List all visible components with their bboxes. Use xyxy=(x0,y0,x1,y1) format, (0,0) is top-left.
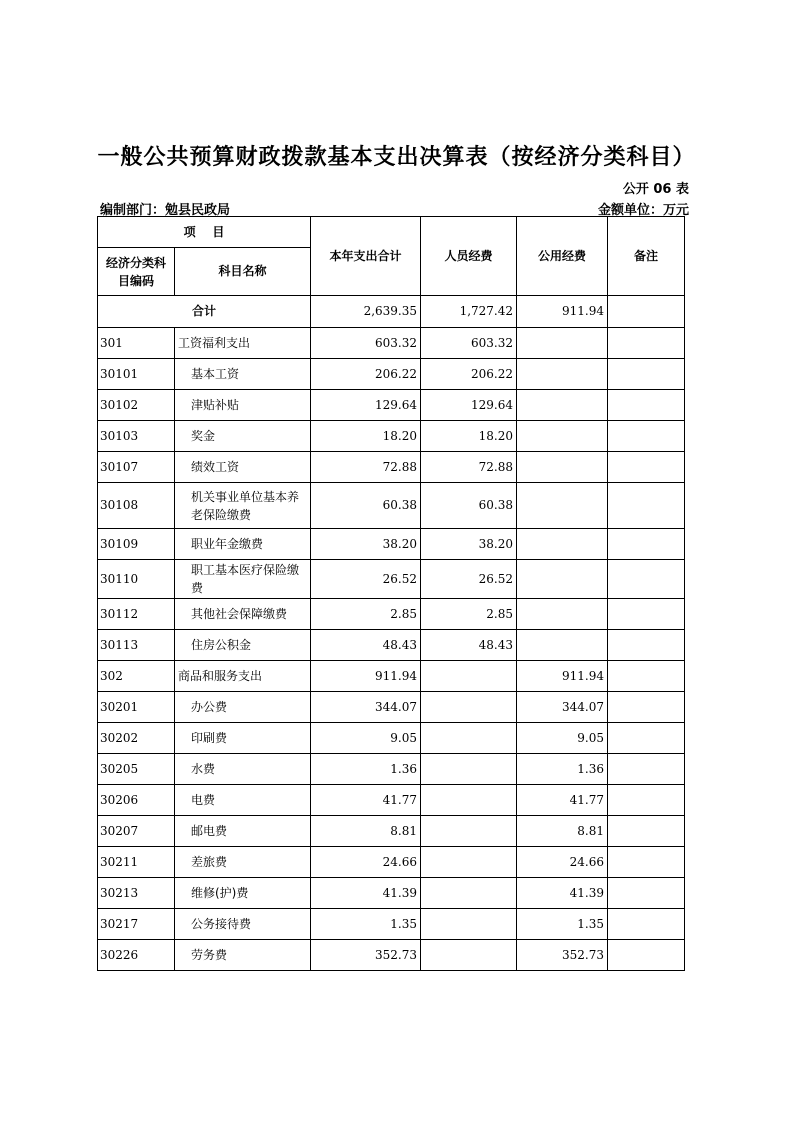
row-name: 津贴补贴 xyxy=(175,390,311,421)
row-remark xyxy=(608,754,685,785)
row-remark xyxy=(608,940,685,971)
total-label: 合计 xyxy=(98,296,311,328)
table-row xyxy=(98,529,685,560)
row-public xyxy=(517,560,608,599)
row-personnel xyxy=(421,754,517,785)
row-personnel: 26.52 xyxy=(421,560,517,599)
row-total: 72.88 xyxy=(311,452,421,483)
table-row xyxy=(98,630,685,661)
row-total: 24.66 xyxy=(311,847,421,878)
header-total: 本年支出合计 xyxy=(311,217,421,296)
row-personnel xyxy=(421,940,517,971)
row-remark xyxy=(608,421,685,452)
row-code: 30101 xyxy=(98,359,175,390)
row-public xyxy=(517,359,608,390)
page-title: 一般公共预算财政拨款基本支出决算表（按经济分类科目） xyxy=(97,145,696,170)
row-name: 公务接待费 xyxy=(175,909,311,940)
row-code: 30108 xyxy=(98,483,175,529)
row-personnel xyxy=(421,909,517,940)
row-remark xyxy=(608,816,685,847)
row-remark xyxy=(608,390,685,421)
header-personnel: 人员经费 xyxy=(421,217,517,296)
row-public: 41.77 xyxy=(517,785,608,816)
row-total: 41.77 xyxy=(311,785,421,816)
row-code: 30226 xyxy=(98,940,175,971)
department-label: 编制部门：勉县民政局 xyxy=(100,203,231,218)
row-name: 奖金 xyxy=(175,421,311,452)
row-personnel: 206.22 xyxy=(421,359,517,390)
row-code: 30213 xyxy=(98,878,175,909)
row-code: 30205 xyxy=(98,754,175,785)
row-remark xyxy=(608,692,685,723)
row-total: 344.07 xyxy=(311,692,421,723)
row-public: 8.81 xyxy=(517,816,608,847)
row-name: 住房公积金 xyxy=(175,630,311,661)
table-row xyxy=(98,599,685,630)
row-name: 基本工资 xyxy=(175,359,311,390)
row-personnel: 60.38 xyxy=(421,483,517,529)
total-amount: 2,639.35 xyxy=(311,296,421,328)
row-public xyxy=(517,630,608,661)
row-personnel xyxy=(421,785,517,816)
row-personnel: 129.64 xyxy=(421,390,517,421)
row-personnel xyxy=(421,723,517,754)
row-name: 工资福利支出 xyxy=(175,328,311,359)
table-row xyxy=(98,692,685,723)
row-total: 8.81 xyxy=(311,816,421,847)
header-code: 经济分类科目编码 xyxy=(98,248,175,296)
row-name: 职工基本医疗保险缴费 xyxy=(175,560,311,599)
row-total: 38.20 xyxy=(311,529,421,560)
row-public xyxy=(517,599,608,630)
row-public: 1.35 xyxy=(517,909,608,940)
row-name: 其他社会保障缴费 xyxy=(175,599,311,630)
row-personnel: 2.85 xyxy=(421,599,517,630)
row-total: 2.85 xyxy=(311,599,421,630)
row-total: 1.35 xyxy=(311,909,421,940)
row-personnel xyxy=(421,692,517,723)
row-code: 30103 xyxy=(98,421,175,452)
row-code: 30102 xyxy=(98,390,175,421)
row-remark xyxy=(608,359,685,390)
row-code: 30207 xyxy=(98,816,175,847)
table-row xyxy=(98,421,685,452)
row-total: 60.38 xyxy=(311,483,421,529)
expenditure-table xyxy=(97,216,685,971)
row-total: 48.43 xyxy=(311,630,421,661)
table-row xyxy=(98,878,685,909)
row-public: 1.36 xyxy=(517,754,608,785)
row-code: 30110 xyxy=(98,560,175,599)
total-public: 911.94 xyxy=(517,296,608,328)
table-row xyxy=(98,723,685,754)
row-remark xyxy=(608,599,685,630)
table-row xyxy=(98,816,685,847)
table-row xyxy=(98,754,685,785)
table-row xyxy=(98,328,685,359)
row-public xyxy=(517,529,608,560)
table-row xyxy=(98,940,685,971)
row-code: 30113 xyxy=(98,630,175,661)
row-personnel xyxy=(421,816,517,847)
row-code: 30107 xyxy=(98,452,175,483)
row-total: 603.32 xyxy=(311,328,421,359)
row-public: 41.39 xyxy=(517,878,608,909)
row-remark xyxy=(608,847,685,878)
row-name: 商品和服务支出 xyxy=(175,661,311,692)
row-public: 352.73 xyxy=(517,940,608,971)
row-total: 26.52 xyxy=(311,560,421,599)
row-code: 30202 xyxy=(98,723,175,754)
row-remark xyxy=(608,785,685,816)
table-row xyxy=(98,785,685,816)
header-item: 项 目 xyxy=(98,217,311,248)
row-total: 129.64 xyxy=(311,390,421,421)
row-personnel xyxy=(421,661,517,692)
row-name: 印刷费 xyxy=(175,723,311,754)
row-remark xyxy=(608,452,685,483)
row-code: 30109 xyxy=(98,529,175,560)
row-personnel: 18.20 xyxy=(421,421,517,452)
header-remark: 备注 xyxy=(608,217,685,296)
row-code: 302 xyxy=(98,661,175,692)
row-name: 维修(护)费 xyxy=(175,878,311,909)
table-row xyxy=(98,909,685,940)
row-remark xyxy=(608,909,685,940)
form-number: 公开 06 表 xyxy=(622,182,689,197)
row-public: 9.05 xyxy=(517,723,608,754)
row-total: 911.94 xyxy=(311,661,421,692)
row-personnel: 72.88 xyxy=(421,452,517,483)
unit-label: 金额单位：万元 xyxy=(597,203,689,218)
row-name: 劳务费 xyxy=(175,940,311,971)
row-total: 9.05 xyxy=(311,723,421,754)
row-code: 30206 xyxy=(98,785,175,816)
table-row xyxy=(98,483,685,529)
row-code: 30211 xyxy=(98,847,175,878)
header-name: 科目名称 xyxy=(175,248,311,296)
row-total: 1.36 xyxy=(311,754,421,785)
row-personnel: 48.43 xyxy=(421,630,517,661)
table-row xyxy=(98,560,685,599)
header-row xyxy=(98,217,685,248)
row-personnel: 38.20 xyxy=(421,529,517,560)
row-remark xyxy=(608,878,685,909)
row-personnel: 603.32 xyxy=(421,328,517,359)
row-remark xyxy=(608,529,685,560)
row-name: 职业年金缴费 xyxy=(175,529,311,560)
row-total: 352.73 xyxy=(311,940,421,971)
row-name: 水费 xyxy=(175,754,311,785)
row-code: 301 xyxy=(98,328,175,359)
table-row xyxy=(98,847,685,878)
row-total: 18.20 xyxy=(311,421,421,452)
row-code: 30201 xyxy=(98,692,175,723)
row-remark xyxy=(608,630,685,661)
row-remark xyxy=(608,483,685,529)
row-total: 206.22 xyxy=(311,359,421,390)
row-name: 办公费 xyxy=(175,692,311,723)
row-public xyxy=(517,421,608,452)
row-public: 911.94 xyxy=(517,661,608,692)
row-public: 344.07 xyxy=(517,692,608,723)
row-code: 30112 xyxy=(98,599,175,630)
row-total: 41.39 xyxy=(311,878,421,909)
row-personnel xyxy=(421,847,517,878)
row-public xyxy=(517,328,608,359)
row-name: 机关事业单位基本养老保险缴费 xyxy=(175,483,311,529)
row-public xyxy=(517,483,608,529)
table-row xyxy=(98,452,685,483)
row-public xyxy=(517,390,608,421)
table-row xyxy=(98,661,685,692)
total-remark xyxy=(608,296,685,328)
header-public: 公用经费 xyxy=(517,217,608,296)
row-remark xyxy=(608,723,685,754)
row-name: 电费 xyxy=(175,785,311,816)
row-name: 绩效工资 xyxy=(175,452,311,483)
row-remark xyxy=(608,328,685,359)
total-personnel: 1,727.42 xyxy=(421,296,517,328)
row-personnel xyxy=(421,878,517,909)
row-remark xyxy=(608,560,685,599)
table-row xyxy=(98,359,685,390)
row-public xyxy=(517,452,608,483)
row-public: 24.66 xyxy=(517,847,608,878)
row-code: 30217 xyxy=(98,909,175,940)
table-row xyxy=(98,390,685,421)
row-remark xyxy=(608,661,685,692)
row-name: 差旅费 xyxy=(175,847,311,878)
total-row xyxy=(98,296,685,328)
row-name: 邮电费 xyxy=(175,816,311,847)
